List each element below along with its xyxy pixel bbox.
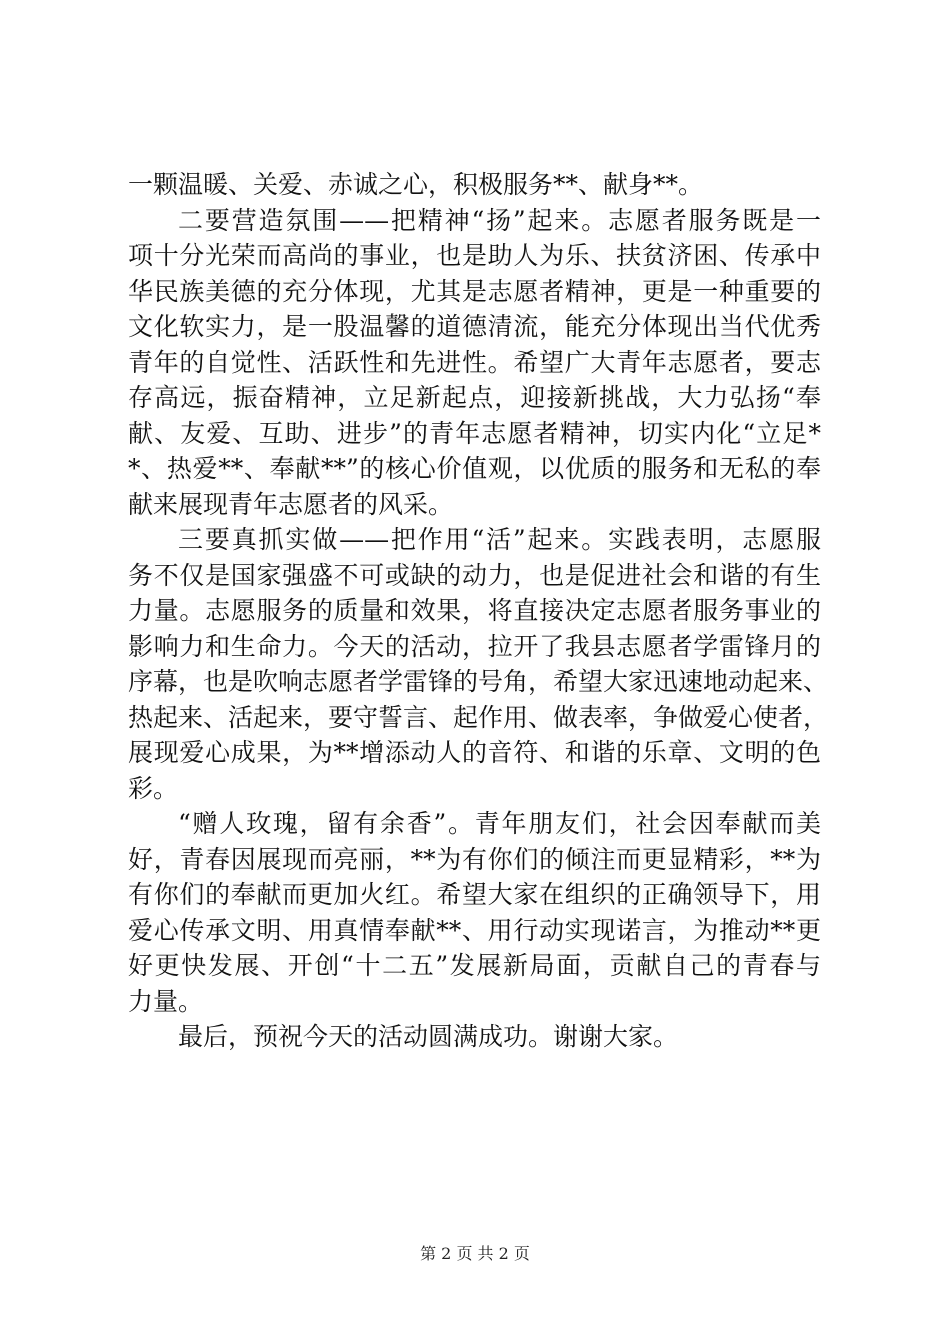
text-line: 三要真抓实做——把作用“活”起来。实践表明，志愿服 xyxy=(178,525,821,554)
text-line: 华民族美德的充分体现，尤其是志愿者精神，更是一种重要的 xyxy=(128,276,821,306)
text-line: 献来展现青年志愿者的风采。 xyxy=(128,489,454,519)
text-line: 青年的自觉性、活跃性和先进性。希望广大青年志愿者，要志 xyxy=(128,347,821,377)
text-line: 展现爱心成果，为**增添动人的音符、和谐的乐章、文明的色 xyxy=(128,738,821,767)
text-line: 文化软实力，是一股温馨的道德清流，能充分体现出当代优秀 xyxy=(128,312,821,341)
document-body xyxy=(128,167,829,1055)
text-line: 力量。 xyxy=(128,986,204,1016)
text-line: 彩。 xyxy=(128,773,179,803)
text-line: 存高远，振奋精神，立足新起点，迎接新挑战，大力弘扬“奉 xyxy=(128,383,821,412)
text-line: *、热爱**、奉献**”的核心价值观，以优质的服务和无私的奉 xyxy=(128,454,821,483)
text-line: 热起来、活起来，要守誓言、起作用、做表率，争做爱心使者， xyxy=(128,702,829,732)
text-line: 好，青春因展现而亮丽，**为有你们的倾注而更显精彩，**为 xyxy=(128,844,821,874)
text-line: 好更快发展、开创“十二五”发展新局面，贡献自己的青春与 xyxy=(128,951,821,980)
text-line: 序幕，也是吹响志愿者学雷锋的号角，希望大家迅速地动起来、 xyxy=(128,667,829,696)
text-line: “赠人玫瑰，留有余香”。青年朋友们，社会因奉献而美 xyxy=(178,809,821,838)
text-line: 献、友爱、互助、进步”的青年志愿者精神，切实内化“立足* xyxy=(128,418,821,448)
text-line: 二要营造氛围——把精神“扬”起来。志愿者服务既是一 xyxy=(178,205,821,235)
text-line: 务不仅是国家强盛不可或缺的动力，也是促进社会和谐的有生 xyxy=(128,560,821,590)
text-line: 项十分光荣而高尚的事业，也是助人为乐、扶贫济困、传承中 xyxy=(128,241,821,270)
page-footer: 第 2 页 共 2 页 xyxy=(420,1244,530,1263)
text-line: 最后，预祝今天的活动圆满成功。谢谢大家。 xyxy=(178,1022,679,1051)
text-line: 影响力和生命力。今天的活动，拉开了我县志愿者学雷锋月的 xyxy=(128,631,821,661)
text-line: 力量。志愿服务的质量和效果，将直接决定志愿者服务事业的 xyxy=(128,596,821,625)
text-line: 一颗温暖、关爱、赤诚之心，积极服务**、献身**。 xyxy=(128,170,704,199)
text-line: 爱心传承文明、用真情奉献**、用行动实现诺言，为推动**更 xyxy=(128,915,821,945)
text-line: 有你们的奉献而更加火红。希望大家在组织的正确领导下，用 xyxy=(128,880,821,909)
